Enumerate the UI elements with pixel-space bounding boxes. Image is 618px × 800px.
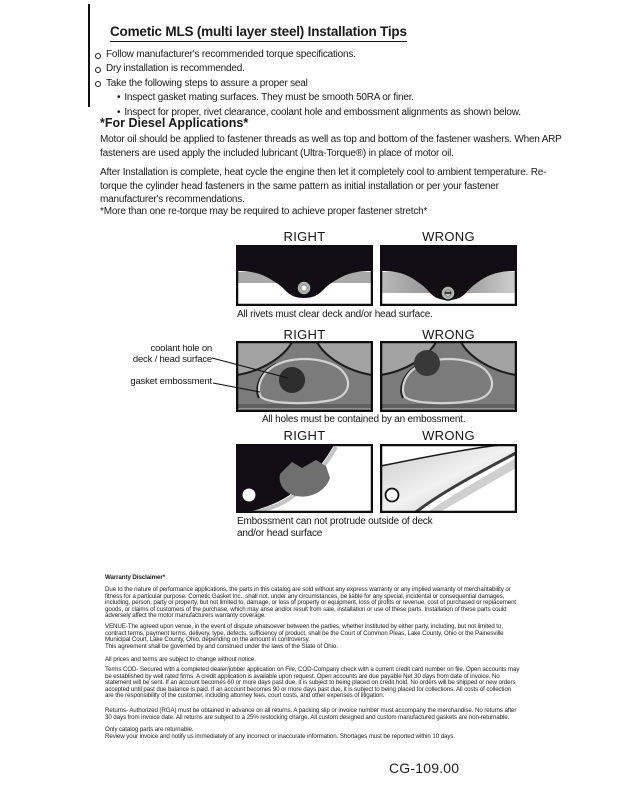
row1-right-label: RIGHT bbox=[283, 229, 326, 244]
legal-text: Review your invoice and notify us immediately of any incorrect or inaccurate information. Shortages must be reported within 10 days. bbox=[105, 732, 455, 740]
gasket-embossment-callout: gasket embossment bbox=[130, 376, 212, 387]
open-bullet-icon bbox=[95, 67, 101, 73]
tip-item bbox=[95, 62, 521, 76]
callout-text: deck / head surface bbox=[132, 353, 212, 365]
row3-caption bbox=[237, 516, 467, 540]
open-bullet-icon bbox=[95, 53, 101, 59]
row2-caption: All holes must be contained by an embossment. bbox=[262, 414, 466, 425]
page-code: CG-109.00 bbox=[389, 760, 460, 776]
diesel-applications-heading: *For Diesel Applications* bbox=[100, 116, 249, 130]
legal-paragraph bbox=[105, 624, 521, 650]
legal-text: This agreement shall be governed by and construed under the laws of the State of Ohio. bbox=[105, 642, 338, 650]
diagram-protrusion-right bbox=[236, 444, 373, 513]
row3-right-label: RIGHT bbox=[283, 428, 326, 443]
retorque-note: *More than one re-torque may be required to achieve proper fastener stretch* bbox=[100, 206, 428, 217]
diagram-embossment-wrong bbox=[380, 341, 517, 412]
row2-right-label: RIGHT bbox=[283, 327, 326, 342]
diagram-rivet-wrong bbox=[380, 245, 517, 306]
legal-paragraph: Terms COD- Secured with a completed dealer/jobber application on File, COD-Company check with a current credit card number on file. Open accounts may be established by well rated firms. A credit application is available upon request. Open accounts are due payable Net 30 days from date of invoice. No statement will be sent. If an account becomes 60 or more days past due, it is subject to being placed on credit hold. No orders will be shipped or new orders accepted until past due balance is paid. If an account becomes 90 or more days past due, it is subject to being placed for collections. All costs of collection are the responsibility of the customer, including attorney fees, court costs, and other expenses of litigation. bbox=[105, 666, 520, 700]
page-title: Cometic MLS (multi layer steel) Installation Tips bbox=[110, 24, 407, 42]
tip-text: Follow manufacturer's recommended torque specifications. bbox=[106, 49, 356, 60]
row3-wrong-label: WRONG bbox=[422, 428, 475, 443]
row1-caption: All rivets must clear deck and/or head surface. bbox=[237, 309, 433, 320]
open-bullet-icon bbox=[95, 81, 101, 87]
diagram-embossment-right bbox=[236, 341, 373, 412]
legal-paragraph: Returns- Authorized (RGA) must be obtained in advance on all returns. A packing slip or invoice number must accompany the merchandise. No returns after 30 days from invoice date. All returns are subject to a 25% restocking charge. All custom designed and custom manufactured gaskets are non-returnable. bbox=[105, 707, 517, 721]
tip-text: Inspect gasket mating surfaces. They must be smooth 50RA or finer. bbox=[124, 92, 414, 104]
legal-text: VENUE-The agreed upon venue, in the event of dispute whatsoever between the parties, whether instituted by either party, including, but not limited to, contract terms, payment terms, delivery, type, defects, sufficiency of product, shall be the Court of Common Pleas, Lake County, Ohio or the Painesville Municipal Court, Lake County, Ohio, depending on the amount in controversy. bbox=[105, 623, 504, 644]
tip-sub-item bbox=[117, 91, 521, 105]
tip-item bbox=[95, 77, 521, 91]
tip-text: Take the following steps to assure a proper seal bbox=[106, 77, 308, 89]
row2-wrong-label: WRONG bbox=[422, 327, 475, 342]
diesel-paragraph-2: After Installation is complete, heat cycle the engine then let it completely cool to ambient temperature. Re-torque the cylinder head fasteners in the same pattern as initial installation or per your fastener manufacturer's recommendations. bbox=[100, 167, 547, 205]
legal-paragraph: All prices and terms are subject to change without notice. bbox=[105, 656, 256, 663]
callout-text: coolant hole on bbox=[150, 343, 212, 354]
diagram-rivet-right bbox=[236, 245, 373, 306]
tip-item bbox=[95, 48, 521, 62]
caption-line: Embossment can not protrude outside of deck bbox=[237, 516, 433, 527]
warranty-disclaimer-heading: Warranty Disclaimer* bbox=[105, 574, 166, 581]
legal-paragraph: Due to the nature of performance applications, the parts in this catalog are sold without any express warranty or any implied warranty of merchantability or fitness for a particular purpose. Cometic Gasket Inc., shall not, under any circumstances, be liable for any special, incidental or consequential damages, including, person, party or property, but not limited to, damage, or loss of property or equipment, loss of profits or revenue, cost of purchased or replacement goods, or claims of customers of the purchase, which may arise and/or result from sale, installation or use of these parts. Installation of these parts could adversely affect the motor manufacturers warranty coverage. bbox=[105, 586, 517, 620]
filled-bullet-icon: • bbox=[117, 106, 121, 118]
tip-text: Inspect for proper, rivet clearance, coolant hole and embossment alignments as shown below. bbox=[124, 106, 521, 118]
installation-tips-list bbox=[95, 48, 521, 120]
page-edge-line bbox=[88, 4, 90, 107]
caption-line: and/or head surface bbox=[237, 528, 323, 539]
filled-bullet-icon: • bbox=[117, 92, 121, 104]
row1-wrong-label: WRONG bbox=[422, 229, 475, 244]
diesel-paragraph-1: Motor oil should be applied to fastener threads as well as top and bottom of the fastener washers. When ARP fasteners are used apply the included lubricant (Ultra-Torque®) in place of motor oil. bbox=[100, 134, 562, 159]
legal-paragraph bbox=[105, 727, 521, 740]
tip-text: Dry installation is recommended. bbox=[106, 63, 245, 75]
coolant-hole-callout bbox=[92, 344, 212, 365]
diagram-protrusion-wrong bbox=[380, 444, 517, 513]
legal-text: Only catalog parts are returnable. bbox=[105, 726, 194, 733]
